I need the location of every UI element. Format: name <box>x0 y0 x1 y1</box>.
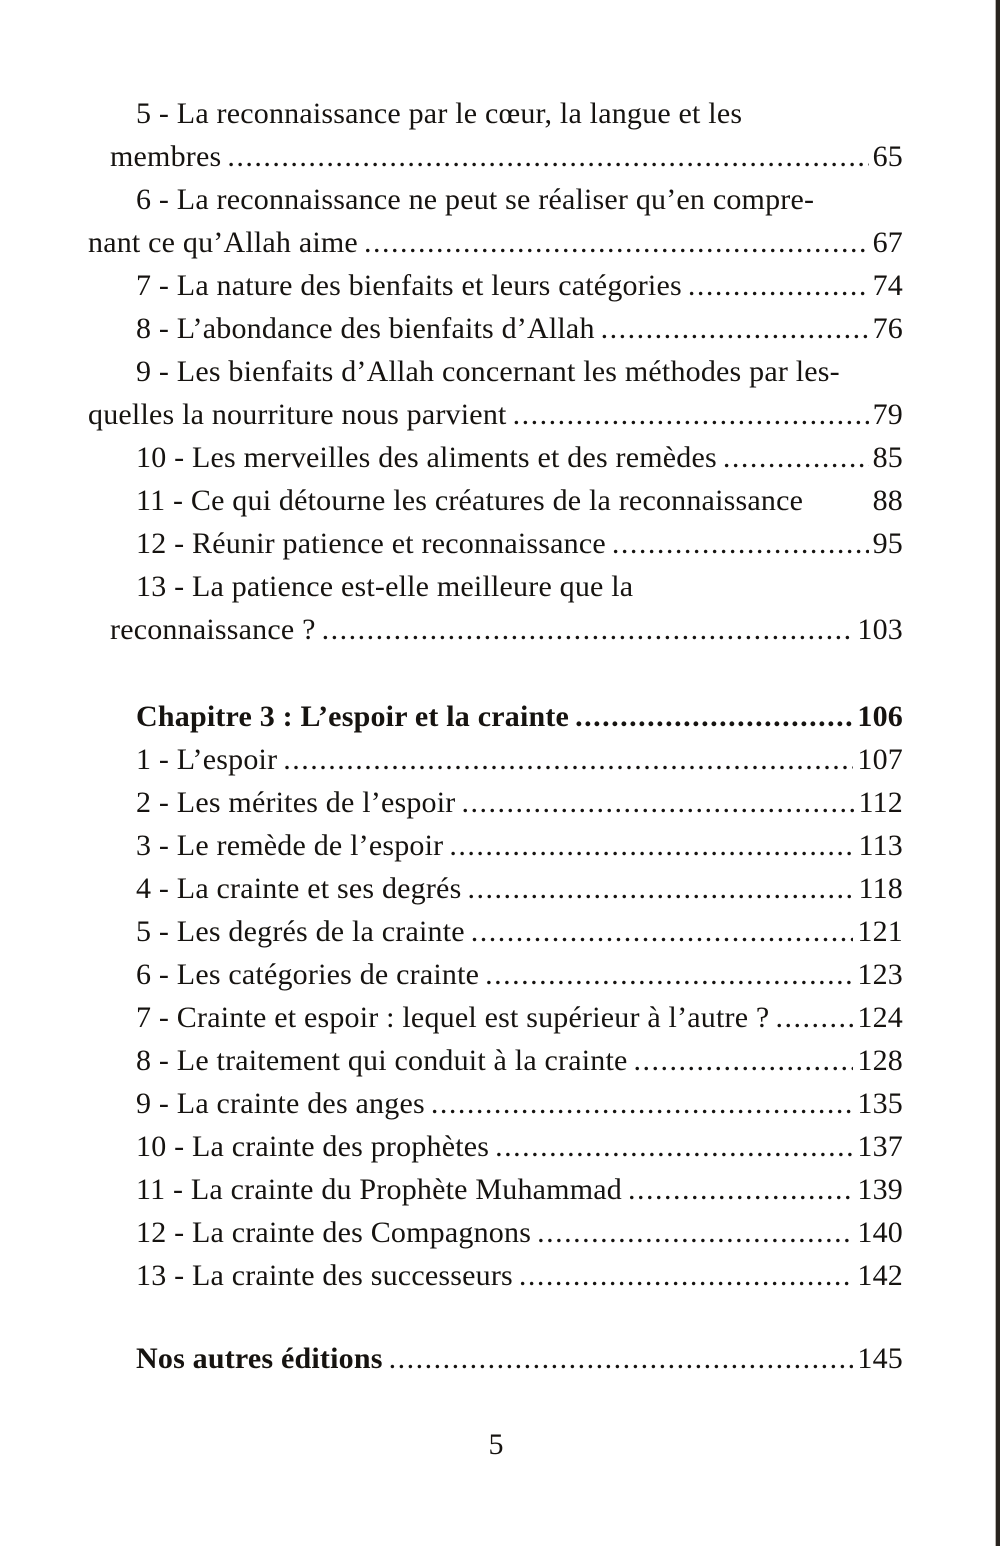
dot-leader <box>283 738 853 781</box>
entry-page: 139 <box>857 1173 903 1206</box>
entry-text: 3 - Le remède de l’espoir <box>136 829 444 862</box>
entry-text: 11 - Ce qui détourne les créatures de la reconnaissance <box>136 484 804 517</box>
toc-entry <box>88 307 903 350</box>
toc-entry <box>88 1168 903 1211</box>
toc-entry <box>88 264 903 307</box>
entry-text: 8 - Le traitement qui conduit à la crainte <box>136 1044 628 1077</box>
toc-entry-continuation <box>88 393 903 436</box>
dot-leader <box>471 910 854 953</box>
entry-page: 76 <box>872 312 903 345</box>
toc-entry <box>88 1039 903 1082</box>
dot-leader <box>449 824 854 867</box>
page-number: 5 <box>488 1428 504 1461</box>
dot-leader <box>519 1254 854 1297</box>
entry-text: 7 - La nature des bienfaits et leurs catégories <box>136 269 682 302</box>
dot-leader <box>723 436 869 479</box>
entry-page: 137 <box>857 1130 903 1163</box>
entry-page: 65 <box>872 140 903 173</box>
dot-leader <box>628 1168 853 1211</box>
dot-leader <box>775 996 853 1039</box>
entry-page: 121 <box>857 915 903 948</box>
entry-page: 103 <box>857 613 903 646</box>
entry-text: 12 - Réunir patience et reconnaissance <box>136 527 606 560</box>
entry-page: 88 <box>872 484 903 517</box>
chapter-heading <box>88 695 903 738</box>
entry-text: nant ce qu’Allah aime <box>88 226 358 259</box>
entry-text: 13 - La crainte des successeurs <box>136 1259 513 1292</box>
toc-entry <box>88 953 903 996</box>
dot-leader <box>513 393 869 436</box>
entry-text: 4 - La crainte et ses degrés <box>136 872 462 905</box>
dot-leader <box>485 953 853 996</box>
dot-leader <box>467 867 854 910</box>
dot-leader <box>389 1337 854 1380</box>
dot-leader <box>322 608 854 651</box>
entry-page: 123 <box>857 958 903 991</box>
dot-leader <box>634 1039 854 1082</box>
toc-entry <box>88 436 903 479</box>
entry-text: 5 - Les degrés de la crainte <box>136 915 465 948</box>
dot-leader <box>227 135 868 178</box>
toc-content <box>88 92 903 1380</box>
entry-page: 95 <box>872 527 903 560</box>
toc-entry <box>88 1082 903 1125</box>
entry-text: reconnaissance ? <box>110 613 316 646</box>
entry-text: quelles la nourriture nous parvient <box>88 398 507 431</box>
chapter-heading-page: 106 <box>857 700 903 733</box>
entry-text: 9 - Les bienfaits d’Allah concernant les méthodes par les- <box>136 355 840 388</box>
toc-entry <box>88 522 903 565</box>
entry-text: membres <box>110 140 222 173</box>
footer-entry <box>88 1337 903 1380</box>
toc-entry <box>88 479 903 522</box>
toc-entry <box>88 1211 903 1254</box>
chapter-heading-text: Chapitre 3 : L’espoir et la crainte <box>136 700 570 733</box>
entry-page: 142 <box>857 1259 903 1292</box>
toc-entry-continuation <box>88 608 903 651</box>
toc-entry <box>88 738 903 781</box>
dot-leader <box>601 307 869 350</box>
toc-entry <box>88 565 903 608</box>
toc-entry <box>88 781 903 824</box>
dot-leader <box>461 781 854 824</box>
toc-entry <box>88 867 903 910</box>
entry-text: 6 - La reconnaissance ne peut se réaliser qu’en compre- <box>136 183 815 216</box>
toc-entry <box>88 1125 903 1168</box>
dot-leader <box>612 522 869 565</box>
dot-leader <box>495 1125 853 1168</box>
entry-page: 118 <box>858 872 903 905</box>
entry-page: 113 <box>858 829 903 862</box>
toc-entry <box>88 824 903 867</box>
toc-entry <box>88 350 903 393</box>
entry-page: 67 <box>872 226 903 259</box>
entry-page: 79 <box>872 398 903 431</box>
toc-entry-continuation <box>88 135 903 178</box>
entry-text: 12 - La crainte des Compagnons <box>136 1216 532 1249</box>
scan-edge-shadow <box>995 0 1000 1546</box>
dot-leader <box>575 695 853 738</box>
entry-text: 1 - L’espoir <box>136 743 278 776</box>
footer-entry-page: 145 <box>857 1342 903 1375</box>
dot-leader <box>364 221 869 264</box>
entry-text: 6 - Les catégories de crainte <box>136 958 480 991</box>
toc-entry <box>88 910 903 953</box>
entry-text: 10 - La crainte des prophètes <box>136 1130 490 1163</box>
entry-text: 9 - La crainte des anges <box>136 1087 425 1120</box>
toc-entry <box>88 996 903 1039</box>
entry-page: 74 <box>872 269 903 302</box>
entry-page: 124 <box>857 1001 903 1034</box>
footer-entry-text: Nos autres éditions <box>136 1342 383 1375</box>
entry-page: 128 <box>857 1044 903 1077</box>
entry-text: 8 - L’abondance des bienfaits d’Allah <box>136 312 595 345</box>
dot-leader <box>431 1082 854 1125</box>
entry-page: 135 <box>857 1087 903 1120</box>
toc-entry <box>88 178 903 221</box>
entry-page: 112 <box>858 786 903 819</box>
entry-text: 11 - La crainte du Prophète Muhammad <box>136 1173 622 1206</box>
dot-leader <box>688 264 869 307</box>
entry-text: 10 - Les merveilles des aliments et des remèdes <box>136 441 717 474</box>
entry-text: 13 - La patience est-elle meilleure que la <box>136 570 634 603</box>
entry-text: 2 - Les mérites de l’espoir <box>136 786 456 819</box>
entry-page: 140 <box>857 1216 903 1249</box>
toc-entry <box>88 1254 903 1297</box>
toc-entry-continuation <box>88 221 903 264</box>
entry-text: 5 - La reconnaissance par le cœur, la langue et les <box>136 97 743 130</box>
entry-page: 85 <box>872 441 903 474</box>
dot-leader <box>537 1211 853 1254</box>
entry-page: 107 <box>857 743 903 776</box>
entry-text: 7 - Crainte et espoir : lequel est supérieur à l’autre ? <box>136 1001 770 1034</box>
toc-entry <box>88 92 903 135</box>
